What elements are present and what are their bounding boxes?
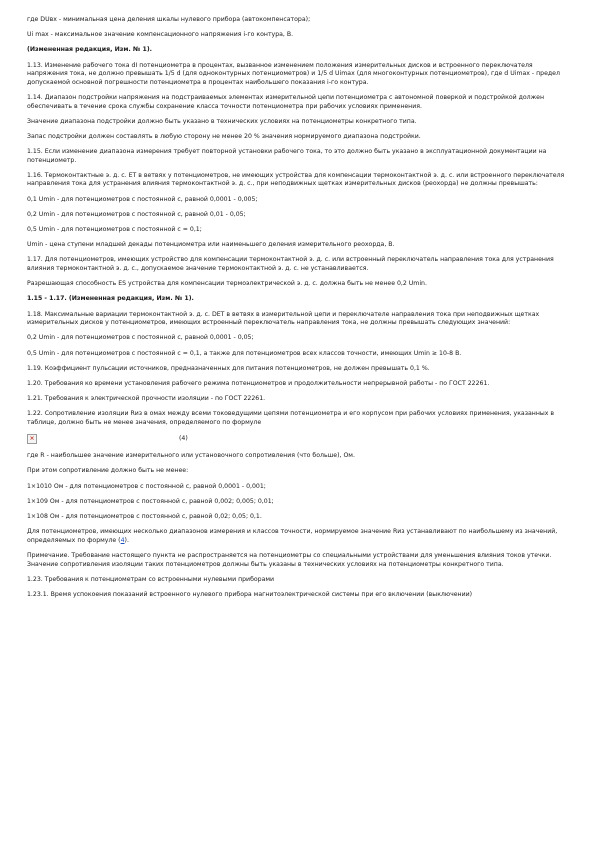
clause-1-19: 1.19. Коэффициент пульсации источников, предназначенных для питания потенциометров, не должен превышать 0,1 %. — [27, 364, 430, 372]
paragraph: Разрешающая способность ES устройства для компенсации термоэлектрической э. д. с. должна быть не менее 0,2 Umin. — [27, 280, 427, 288]
paragraph: Значение диапазона подстройки должно быть указано в технических условиях на потенциометры конкретного типа. — [27, 117, 417, 125]
clause-1-17: 1.17. Для потенциометров, имеющих устройство для компенсации термоконтактной э. д. с. или встроенный переключатель направления тока для устранения влияния термоконтактной э. д. с., допускаемое значение термоконтактной э. д. с. не устанавливается. — [27, 256, 554, 272]
list-item: 0,5 Umin - для потенциометров с постоянной c = 0,1; — [27, 226, 202, 234]
equation-number: (4) — [179, 434, 188, 442]
list-item: 0,1 Umin - для потенциометров с постоянной c, равной 0,0001 - 0,005; — [27, 195, 258, 203]
document-page — [27, 16, 572, 606]
list-item: 0,2 Umin - для потенциометров с постоянной c, равной 0,0001 - 0,05; — [27, 334, 254, 342]
list-item: 0,5 Umin - для потенциометров с постоянной c = 0,1, а также для потенциометров всех классов точности, имеющих Umin ≥ 10-8 В. — [27, 349, 462, 357]
clause-1-21: 1.21. Требования к электрической прочности изоляции - по ГОСТ 22261. — [27, 395, 266, 403]
amendment-note: 1.15 - 1.17. (Измененная редакция, Изм. № 1). — [27, 295, 194, 303]
list-item: 1×108 Ом - для потенциометров с постоянной c, равной 0,02; 0,05; 0,1. — [27, 513, 262, 521]
clause-1-23: 1.23. Требования к потенциометрам со встроенными нулевыми приборами — [27, 575, 275, 583]
formula-4-link[interactable]: 4 — [120, 536, 125, 544]
paragraph: Ui max - максимальное значение компенсационного напряжения i-го контура, В. — [27, 31, 294, 39]
clause-1-14: 1.14. Диапазон подстройки напряжения на подстраиваемых элементах измерительной цепи потенциометра с автономной поверкой и подстройкой должен обеспечивать в течение срока службы сохранение класса точности потенциометра при рабочих условиях применения. — [27, 93, 545, 110]
link-para-after: ). — [124, 536, 129, 544]
paragraph: При этом сопротивление должно быть не менее: — [27, 467, 189, 475]
clause-1-13: 1.13. Изменение рабочего тока dI потенциометра в процентах, вызванное изменением положения измерительных дисков и встроенного переключателя напряжения тока, не должно превышать 1/5 d (для одноконтурных потенциометров) и 1/5 d Uimax (для многоконтурных потенциометров), где d Uimax - предел допускаемой основной погрешности потенциометра в процентах наибольшего показания i-го контура. — [27, 61, 560, 86]
paragraph: Запас подстройки должен составлять в любую сторону не менее 20 % значения нормируемого диапазона подстройки. — [27, 132, 421, 140]
list-item: 0,2 Umin - для потенциометров с постоянной c, равной 0,01 - 0,05; — [27, 210, 246, 218]
clause-1-16: 1.16. Термоконтактные э. д. с. ET в ветвях у потенциометров, не имеющих устройства для компенсации термоконтактной э. д. с. или встроенного переключателя направления тока для устранения влияния термоконтактной э. д. с., при неподвижных щетках измерительных дисков (реохорда) не должны превышать: — [27, 171, 565, 188]
paragraph: где DUвх - минимальная цена деления шкалы нулевого прибора (автокомпенсатора); — [27, 16, 311, 23]
paragraph: где R - наибольшее значение измерительного или установочного сопротивления (что больше), Ом. — [27, 452, 355, 460]
formula-row — [27, 433, 572, 445]
amendment-note: (Измененная редакция, Изм. № 1). — [27, 46, 152, 54]
clause-1-15: 1.15. Если изменение диапазона измерения требует повторной установки рабочего тока, то это должно быть указано в эксплуатационной документации на потенциометр. — [27, 148, 547, 164]
list-item: 1×1010 Ом - для потенциометров с постоянной c, равной 0,0001 - 0,001; — [27, 482, 266, 490]
clause-1-23-1: 1.23.1. Время успокоения показаний встроенного нулевого прибора магнитоэлектрической системы при его включении (выключении) — [27, 590, 473, 598]
paragraph-with-link — [27, 528, 572, 545]
clause-1-20: 1.20. Требования ко времени установления рабочего режима потенциометров и продолжительности непрерывной работы - по ГОСТ 22261. — [27, 379, 490, 387]
link-para-before: Для потенциометров, имеющих несколько диапазонов измерения и классов точности, нормируемое значение Rиз устанавливают по наибольшему из значений, определяемых по формуле ( — [27, 528, 558, 544]
list-item: 1×109 Ом - для потенциометров с постоянной c, равной 0,002; 0,005; 0,01; — [27, 497, 274, 505]
paragraph: Umin - цена ступени младшей декады потенциометра или наименьшего деления измерительного реохорда, В. — [27, 241, 395, 249]
broken-image-icon: × — [27, 434, 37, 444]
note: Примечание. Требование настоящего пункта не распространяется на потенциометры со специальными устройствами для уменьшения влияния токов утечки. Значение сопротивления изоляции таких потенциометров должны быть указаны в технических условиях на потенциометры конкретного типа. — [27, 551, 552, 568]
clause-1-22: 1.22. Сопротивление изоляции Rиз в омах между всеми токоведущими цепями потенциометра и его корпусом при рабочих условиях применения, указанных в таблице, должно быть не менее значения, определяемого по формуле — [27, 410, 555, 426]
clause-1-18: 1.18. Максимальные вариации термоконтактной э. д. с. DET в ветвях в измерительной цепи и переключателе направления тока при неподвижных щетках измерительных дисков у потенциометров, имеющих встроенный переключатель направления тока, не должны превышать следующих значений: — [27, 310, 540, 327]
